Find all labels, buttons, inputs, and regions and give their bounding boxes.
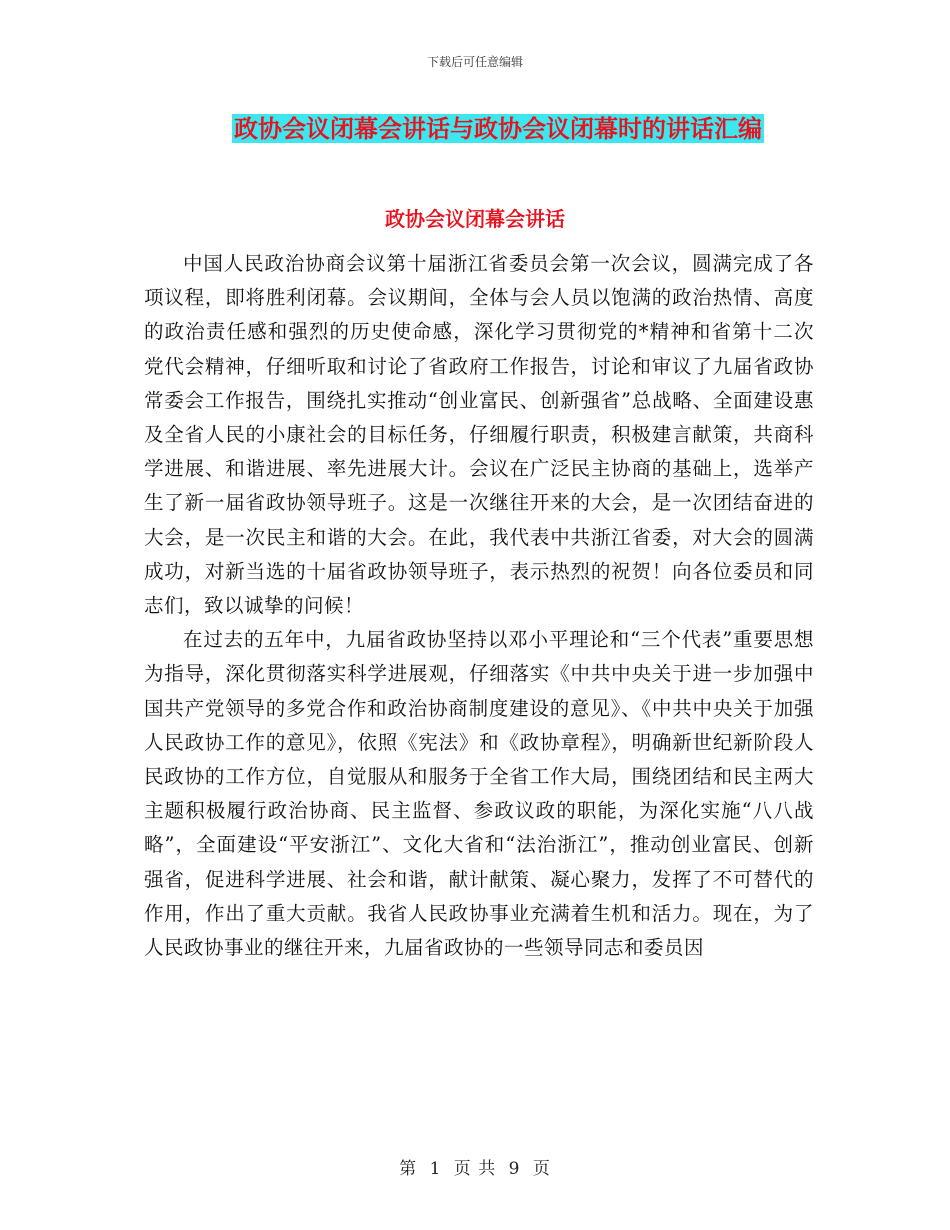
- document-title-text: 政协会议闭幕会讲话与政协会议闭幕时的讲话汇编: [234, 114, 762, 143]
- page-suffix: 页: [532, 1159, 551, 1179]
- page-prefix: 第: [399, 1159, 418, 1179]
- paragraph: 中国人民政治协商会议第十届浙江省委员会第一次会议，圆满完成了各项议程，即将胜利闭幕。会议期间，全体与会人员以饱满的政治热情、高度的政治责任感和强烈的历史使命感，深化学习贯彻党的*精神和省第十二次党代会精神，仔细听取和讨论了省政府工作报告，讨论和审议了九届省政协常委会工作报告，围绕扎实推动“创业富民、创新强省”总战略、全面建设惠及全省人民的小康社会的目标任务，仔细履行职责，积极建言献策，共商科学进展、和谐进展、率先进展大计。会议在广泛民主协商的基础上，选举产生了新一届省政协领导班子。这是一次继往开来的大会，是一次团结奋进的大会，是一次民主和谐的大会。在此，我代表中共浙江省委，对大会的圆满成功，对新当选的十届省政协领导班子，表示热烈的祝贺！向各位委员和同志们，致以诚挚的问候！: [144, 252, 814, 618]
- page-current-number: 1: [429, 1159, 442, 1179]
- page-footer: [0, 1154, 950, 1179]
- section-title: 政协会议闭幕会讲话: [385, 207, 565, 231]
- document-body: [144, 247, 814, 965]
- document-title: [0, 114, 950, 144]
- page-mid-text: 页 共: [453, 1159, 497, 1179]
- page-total-number: 9: [508, 1159, 521, 1179]
- paragraph: 在过去的五年中，九届省政协坚持以邓小平理论和“三个代表”重要思想为指导，深化贯彻落实科学进展观，仔细落实《中共中央关于进一步加强中国共产党领导的多党合作和政治协商制度建设的意见》、《中共中央关于加强人民政协工作的意见》，依照《宪法》和《政协章程》，明确新世纪新阶段人民政协的工作方位，自觉服从和服务于全省工作大局，围绕团结和民主两大主题积极履行政治协商、民主监督、参政议政的职能，为深化实施“八八战略”，全面建设“平安浙江”、文化大省和“法治浙江”，推动创业富民、创新强省，促进科学进展、社会和谐，献计献策、凝心聚力，发挥了不可替代的作用，作出了重大贡献。我省人民政协事业充满着生机和活力。现在，为了人民政协事业的继往开来，九届省政协的一些领导同志和委员因: [144, 628, 814, 960]
- page-header-note: 下载后可任意编辑: [426, 55, 523, 69]
